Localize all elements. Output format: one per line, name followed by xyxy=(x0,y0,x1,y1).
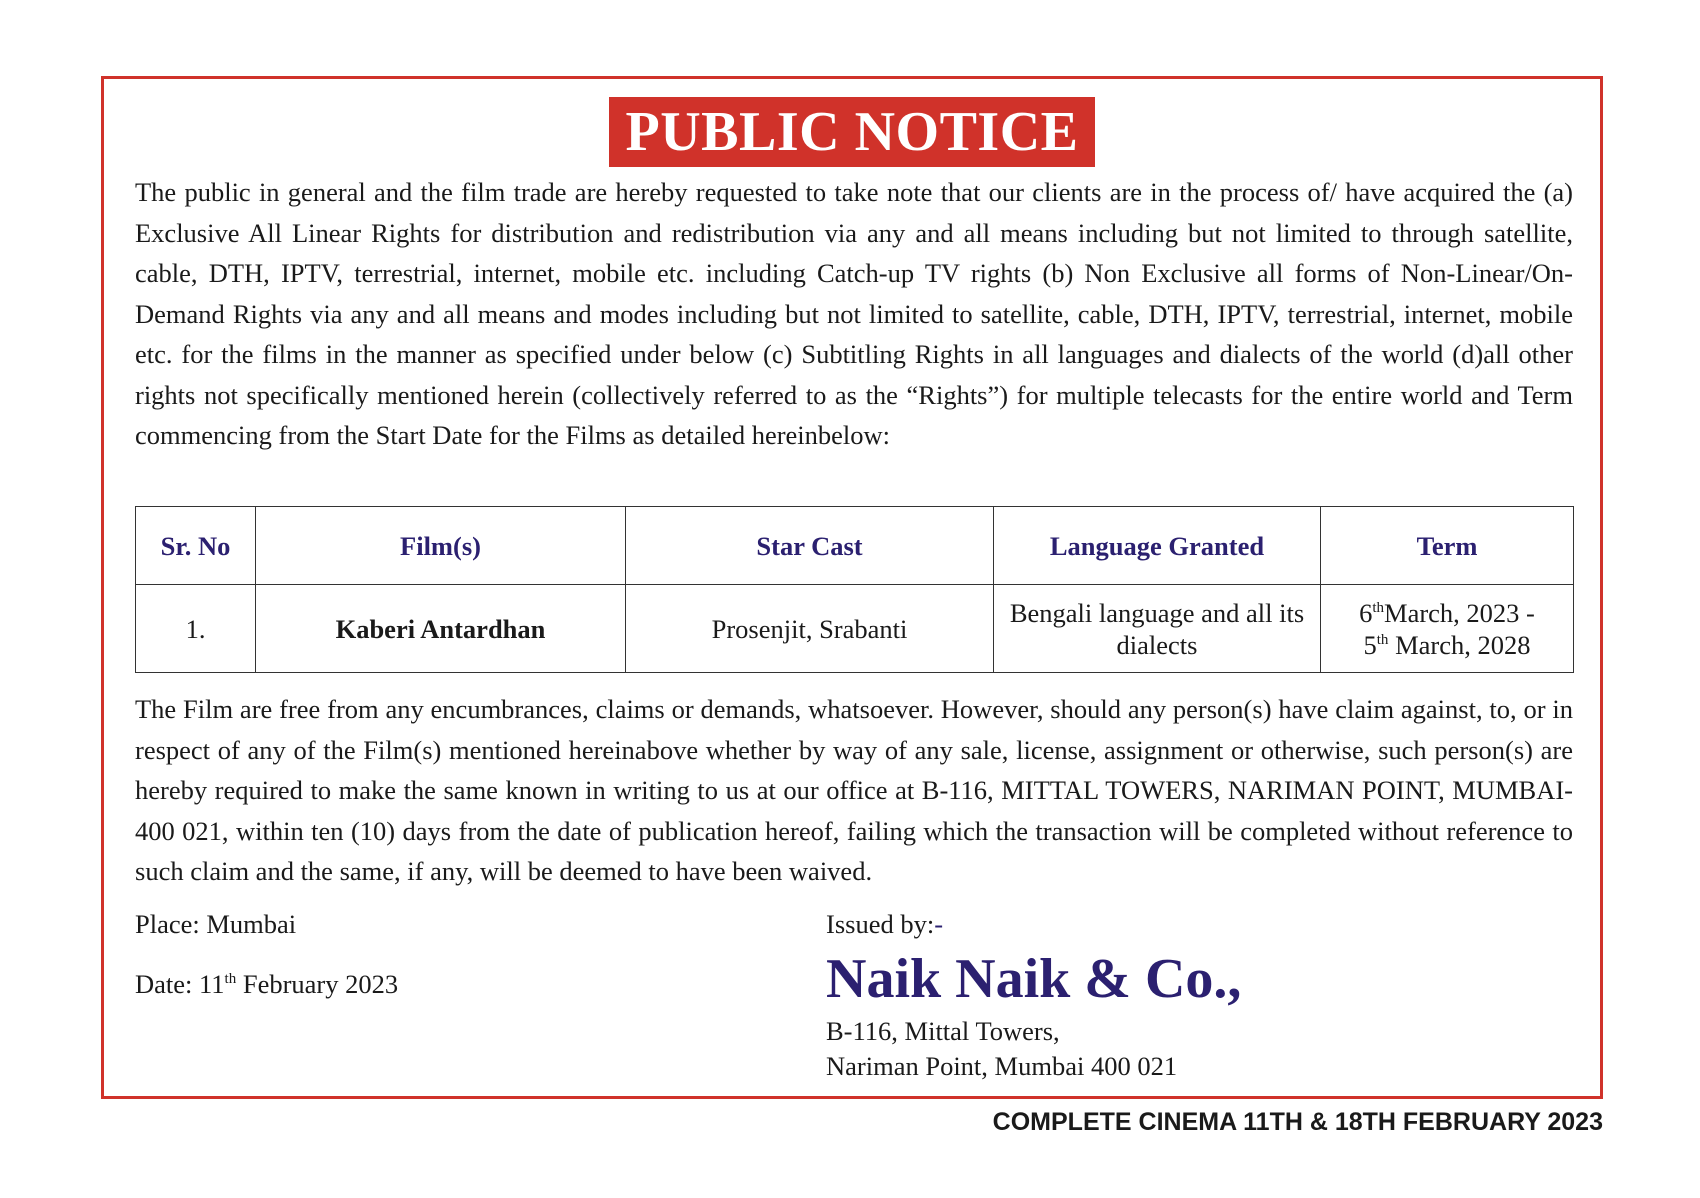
cell-star-cast: Prosenjit, Srabanti xyxy=(626,585,994,673)
term-end-rest: March, 2028 xyxy=(1388,629,1531,660)
cell-sr-no: 1. xyxy=(136,585,256,673)
date-prefix: Date: 11 xyxy=(135,969,225,999)
issued-by-line xyxy=(826,909,943,940)
header-star-cast: Star Cast xyxy=(626,507,994,585)
notice-frame xyxy=(101,76,1603,1099)
firm-address xyxy=(826,1014,1177,1084)
term-start-sup: th xyxy=(1372,599,1385,616)
firm-name: Naik Naik & Co., xyxy=(826,948,1242,1010)
address-line-2: Nariman Point, Mumbai 400 021 xyxy=(826,1051,1178,1081)
claims-paragraph: The Film are free from any encumbrances, claims or demands, whatsoever. However, should any person(s) have claim against, to, or in respect of any of the Film(s) mentioned hereinabove whether by way of any sale, license, assignment or otherwise, such person(s) are hereby required to make the same known in writing to us at our office at B-116, MITTAL TOWERS, NARIMAN POINT, MUMBAI- 400 021, within ten (10) days from the date of publication hereof, failing which the transaction will be completed without reference to such claim and the same, if any, will be deemed to have been waived. xyxy=(135,694,1573,886)
cell-language: Bengali language and all its dialects xyxy=(994,585,1321,673)
date-line xyxy=(135,969,398,1000)
notice-title: PUBLIC NOTICE xyxy=(609,97,1094,167)
cell-term xyxy=(1321,585,1574,673)
header-language: Language Granted xyxy=(994,507,1321,585)
term-start-day: 6 xyxy=(1359,597,1373,628)
publication-footer: COMPLETE CINEMA 11TH & 18TH FEBRUARY 2023 xyxy=(992,1108,1603,1136)
term-start-rest: March, 2023 - xyxy=(1384,597,1535,628)
title-wrap xyxy=(104,97,1600,167)
date-rest: February 2023 xyxy=(236,969,399,999)
table-header-row xyxy=(136,507,1574,585)
term-end-day: 5 xyxy=(1363,629,1377,660)
issued-dash: - xyxy=(934,909,944,939)
address-line-1: B-116, Mittal Towers, xyxy=(826,1016,1060,1046)
header-term: Term xyxy=(1321,507,1574,585)
header-films: Film(s) xyxy=(256,507,626,585)
header-sr-no: Sr. No xyxy=(136,507,256,585)
issued-by-label: Issued by: xyxy=(826,909,935,939)
cell-film: Kaberi Antardhan xyxy=(256,585,626,673)
place-line: Place: Mumbai xyxy=(135,909,297,939)
films-table xyxy=(135,506,1574,673)
intro-paragraph: The public in general and the film trade are hereby requested to take note that our clients are in the process of/ have acquired the (a) Exclusive All Linear Rights for distribution and redistribution via any and all means including but not limited to through satellite, cable, DTH, IPTV, terrestrial, internet, mobile etc. including Catch-up TV rights (b) Non Exclusive all forms of Non-Linear/On-Demand Rights via any and all means and modes including but not limited to satellite, cable, DTH, IPTV, terrestrial, internet, mobile etc. for the films in the manner as specified under below (c) Subtitling Rights in all languages and dialects of the world (d)all other rights not specifically mentioned herein (collectively referred to as the “Rights”) for multiple telecasts for the entire world and Term commencing from the Start Date for the Films as detailed hereinbelow: xyxy=(135,177,1573,450)
table-row xyxy=(136,585,1574,673)
date-sup: th xyxy=(224,971,237,988)
term-end-sup: th xyxy=(1376,631,1389,648)
